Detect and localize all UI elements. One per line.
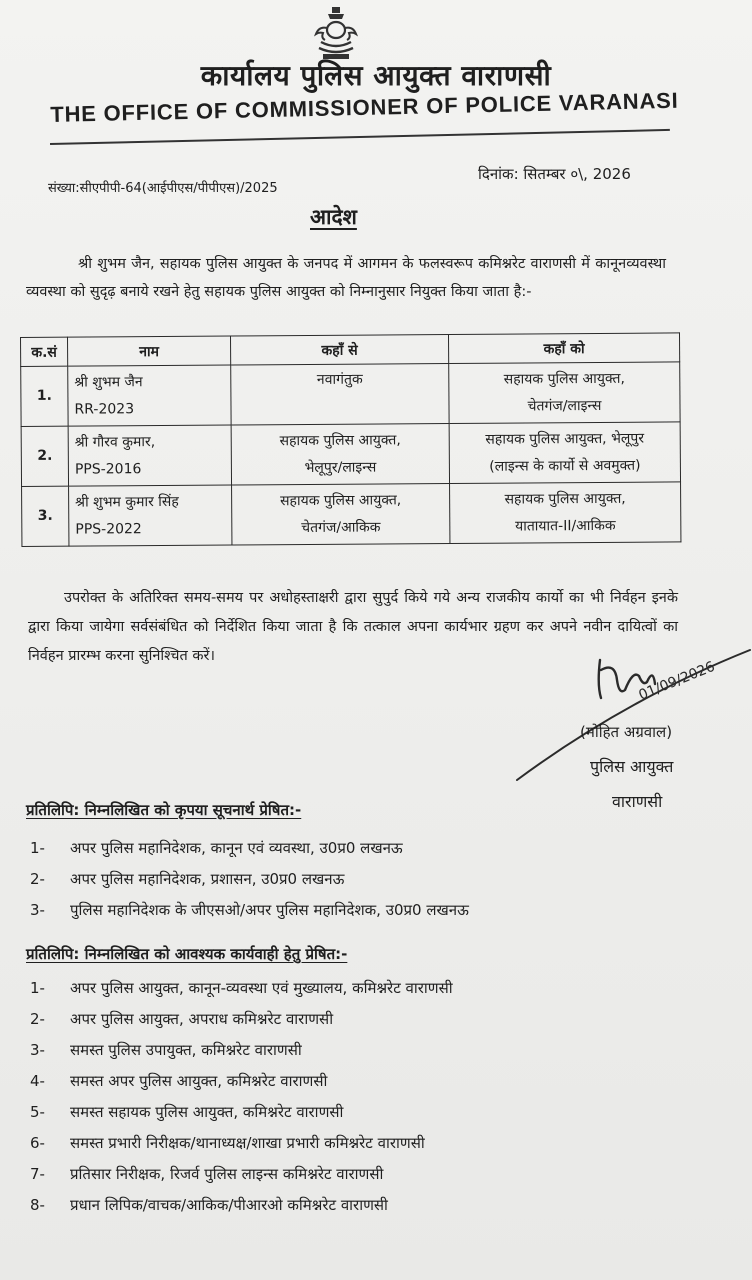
order-heading: आदेश — [310, 205, 357, 229]
column-header-to: कहाँ को — [448, 333, 679, 364]
serial-cell: 2. — [21, 426, 68, 486]
from-line: सहायक पुलिस आयुक्त, — [279, 431, 401, 449]
list-item: 3- पुलिस महानिदेशक के जीएसओ/अपर पुलिस महानिदेशक, उ0प्र0 लखनऊ — [30, 901, 469, 919]
from-line: सहायक पुलिस आयुक्त, — [279, 491, 402, 509]
officer-name: श्री शुभम कुमार सिंह — [75, 493, 179, 511]
serial-cell: 3. — [22, 486, 69, 546]
to-line: (लाइन्स के कार्यो से अवमुक्त) — [489, 457, 641, 475]
from-cell — [231, 424, 449, 486]
signature-date: 01/09/2026 — [636, 658, 718, 704]
signatory-city: वाराणसी — [612, 792, 663, 811]
copy-action-list — [30, 973, 453, 1221]
copy-action-heading: प्रतिलिपि: निम्नलिखित को आवश्यक कार्यवाही हेतु प्रेषित:- — [26, 945, 348, 963]
name-cell — [68, 365, 231, 426]
from-cell — [231, 364, 449, 426]
copy-info-list — [30, 833, 469, 926]
officer-code: PPS-2016 — [74, 460, 142, 478]
to-line: चेतगंज/लाइन्स — [527, 397, 602, 414]
to-line: यातायात-II/आकिक — [514, 517, 616, 535]
list-item: 1- अपर पुलिस महानिदेशक, कानून एवं व्यवस्था, उ0प्र0 लखनऊ — [30, 839, 403, 857]
list-item: 1- अपर पुलिस आयुक्त, कानून-व्यवस्था एवं मुख्यालय, कमिश्नरेट वाराणसी — [30, 979, 453, 997]
table-row — [21, 362, 680, 427]
officer-code: RR-2023 — [74, 400, 135, 418]
from-line: भेलूपुर/लाइन्स — [304, 459, 377, 476]
to-line: सहायक पुलिस आयुक्त, — [504, 490, 626, 508]
order-date: दिनांक: सितम्बर ०\, 2026 — [478, 165, 631, 183]
table-row — [22, 482, 681, 547]
column-header-name: नाम — [68, 336, 231, 366]
officer-name: श्री शुभम जैन — [74, 373, 143, 391]
to-cell — [449, 422, 680, 484]
table-row — [21, 422, 680, 487]
signatory-name: (मोहित अग्रवाल) — [580, 723, 673, 741]
serial-cell: 1. — [21, 366, 68, 426]
name-cell — [69, 485, 232, 546]
list-item: 6- समस्त प्रभारी निरीक्षक/थानाध्यक्ष/शाखा प्रभारी कमिश्नरेट वाराणसी — [30, 1134, 425, 1152]
to-cell — [449, 362, 680, 424]
list-item: 3- समस्त पुलिस उपायुक्त, कमिश्नरेट वाराणसी — [30, 1041, 302, 1059]
table-header-row — [21, 333, 680, 367]
copy-info-heading: प्रतिलिपि: निम्नलिखित को कृपया सूचनार्थ प्रेषित:- — [26, 801, 302, 819]
order-closing-paragraph: उपरोक्त के अतिरिक्त समय-समय पर अधोहस्ताक्षरी द्वारा सुपुर्द किये गये अन्य राजकीय कार्यो का भी निर्वहन इनके द्वारा किया जायेगा सर्वसंबंधित को निर्देशित किया जाता है कि तत्काल अपना कार्यभार ग्रहण कर अपने नवीन दायित्वों का निर्वहन प्रारम्भ करना सुनिश्चित करें। — [28, 590, 678, 664]
name-cell — [68, 425, 231, 486]
list-item: 7- प्रतिसार निरीक्षक, रिजर्व पुलिस लाइन्स कमिश्नरेट वाराणसी — [30, 1165, 384, 1183]
from-line: चेतगंज/आकिक — [301, 518, 381, 536]
reference-number: संख्या:सीएपीपी-64(आईपीएस/पीपीएस)/2025 — [48, 181, 278, 196]
to-line: सहायक पुलिस आयुक्त, — [503, 370, 625, 388]
column-header-from: कहाँ से — [230, 335, 448, 366]
signatory-designation: पुलिस आयुक्त — [590, 757, 674, 776]
order-intro-paragraph: श्री शुभम जैन, सहायक पुलिस आयुक्त के जनपद में आगमन के फलस्वरूप कमिश्नरेट वाराणसी में कानूनव्यवस्था व्यवस्था को सुदृढ़ बनाये रखने हेतु सहायक पुलिस आयुक्त को निम्नानुसार नियुक्त किया जाता है:- — [26, 256, 666, 300]
header-divider — [50, 129, 670, 145]
office-title-hindi: कार्यालय पुलिस आयुक्त वाराणसी — [200, 59, 552, 92]
list-item: 2- अपर पुलिस महानिदेशक, प्रशासन, उ0प्र0 लखनऊ — [30, 870, 345, 888]
column-header-serial: क.सं — [21, 337, 68, 366]
from-line: नवागंतुक — [316, 371, 363, 388]
officer-code: PPS-2022 — [75, 520, 142, 538]
officer-name: श्री गौरव कुमार, — [74, 433, 156, 451]
police-emblem-icon — [311, 6, 361, 62]
list-item: 5- समस्त सहायक पुलिस आयुक्त, कमिश्नरेट वाराणसी — [30, 1103, 344, 1121]
office-title-english: THE OFFICE OF COMMISSIONER OF POLICE VARANASI — [50, 87, 679, 127]
list-item: 8- प्रधान लिपिक/वाचक/आकिक/पीआरओ कमिश्नरेट वाराणसी — [30, 1196, 388, 1214]
list-item: 4- समस्त अपर पुलिस आयुक्त, कमिश्नरेट वाराणसी — [30, 1072, 328, 1090]
list-item: 2- अपर पुलिस आयुक्त, अपराध कमिश्नरेट वाराणसी — [30, 1010, 334, 1028]
from-cell — [232, 484, 450, 546]
to-cell — [450, 482, 681, 544]
to-line: सहायक पुलिस आयुक्त, भेलूपुर — [485, 430, 645, 448]
posting-table — [20, 332, 681, 547]
